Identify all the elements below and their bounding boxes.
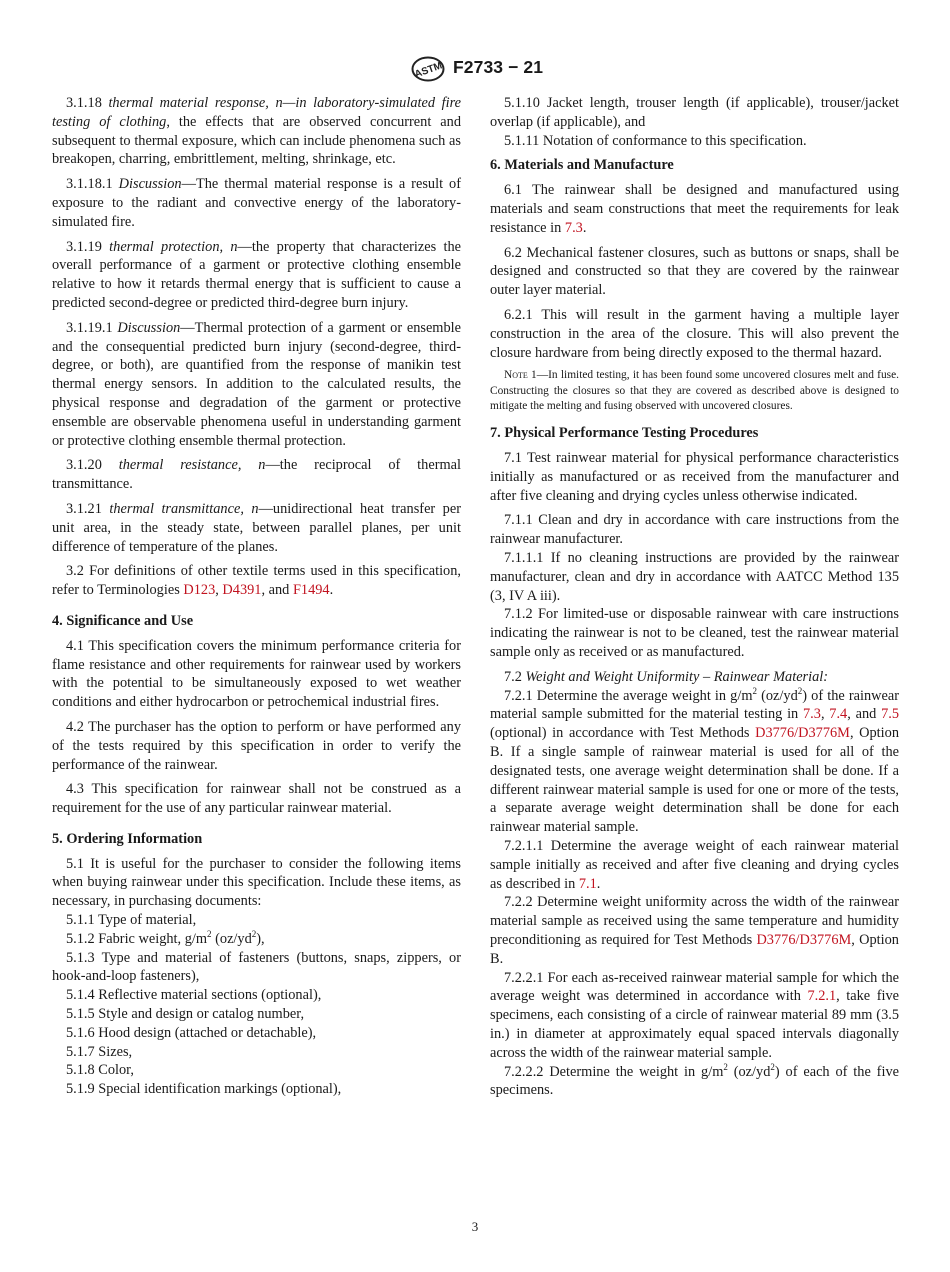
ref-link-7-4[interactable]: 7.4 xyxy=(829,706,848,723)
right-column xyxy=(490,94,899,1100)
section-4-3: 4.3 This specification for rainwear shall not be construed as a requirement for the use of any particular rainwear material. xyxy=(52,781,461,817)
section-3-1-19-1: 3.1.19.1 Discussion—Thermal protection of a garment or ensemble and the consequential predicted burn injury (second-degree, third-degree, or both), are quantified from the response of manikin test thermal energy sensors. In addition to the calculated results, the physical response and degradation of the garment or protective ensemble are observable phenomena useful in understanding garment or protective clothing ensemble thermal protection. xyxy=(52,319,461,449)
section-6-2-1: 6.2.1 This will result in the garment having a multiple layer construction in the area of the closure. This will also prevent the closure hardware from being directly exposed to the thermal hazard. xyxy=(490,306,899,361)
astm-logo-icon xyxy=(411,56,445,82)
list-item-5-1-6: 5.1.6 Hood design (attached or detachable), xyxy=(66,1024,317,1041)
section-7-1-1-1: 7.1.1.1 If no cleaning instructions are provided by the rainwear manufacturer, clean and dry in accordance with AATCC Method 135 (3, IV A iii). xyxy=(490,550,899,604)
ref-link-d3776[interactable]: D3776/D3776M xyxy=(755,725,850,742)
page-header xyxy=(0,56,950,84)
left-column xyxy=(52,94,461,1099)
list-item-5-1-11: 5.1.11 Notation of conformance to this specification. xyxy=(504,132,807,149)
section-3-1-18-1: 3.1.18.1 Discussion—The thermal material response is a result of exposure to the radiant and convective energy of the laboratory-simulated fire. xyxy=(52,176,462,230)
section-7-1: 7.1 Test rainwear material for physical performance characteristics initially as manufactured or as received from the manufacturer and after five cleaning and drying cycles unless otherwise indicated. xyxy=(490,450,899,504)
section-7-2-1: 7.2.1 Determine the average weight in $g/m^2$ $(oz/yd^2)$ of the rainwear material sample submitted for the material testing in 7.3, 7.4, and 7.5 (optional) in accordance with Test Methods D3776/D3776M, Option B. If a single sample of rainwear material is used for all of the designated tests, one average weight determination shall be done. If a different rainwear material sample is used for one or more of the tests, a separate average weight determination shall be done for each rainwear material sample. xyxy=(490,685,900,836)
section-3-1-18: 3.1.18 thermal material response, n—in laboratory-simulated fire testing of clothing, the effects that are observed concurrent and subsequent to thermal exposure, which can include phenomena such as breakopen, charring, embrittlement, melting, shrinkage, etc. xyxy=(52,95,461,168)
section-6-1: 6.1 The rainwear shall be designed and manufactured using materials and seam constructions that meet the requirements for leak resistance in 7.3. xyxy=(490,182,899,236)
list-item-5-1-5: 5.1.5 Style and design or catalog number, xyxy=(66,1006,305,1023)
section-7-2: 7.2 Weight and Weight Uniformity – Rainwear Material: xyxy=(504,668,829,685)
ref-link-7-3[interactable]: 7.3 xyxy=(803,706,821,723)
list-item-5-1-7: 5.1.7 Sizes, xyxy=(66,1043,133,1060)
heading-section-4: 4. Significance and Use xyxy=(52,612,194,629)
note-1: Note 1—In limited testing, it has been found some uncovered closures melt and fuse. Constructing the closures so that they are covered as described above is designed to mitigate the melting and fusing observed with uncovered closures. xyxy=(490,369,899,412)
svg-text:ASTM: ASTM xyxy=(413,60,444,81)
section-7-1-1: 7.1.1 Clean and dry in accordance with care instructions from the rainwear manufacturer. xyxy=(490,512,899,548)
list-item-5-1-9: 5.1.9 Special identification markings (optional), xyxy=(66,1081,342,1098)
ref-link-d123[interactable]: D123 xyxy=(183,582,216,599)
section-5-1: 5.1 It is useful for the purchaser to consider the following items when buying rainwear under this specification. Include these items, as necessary, in purchasing documents: xyxy=(52,855,461,910)
heading-section-5: 5. Ordering Information xyxy=(52,830,203,847)
section-3-1-19: 3.1.19 thermal protection, n—the property that characterizes the overall performance of a garment or protective clothing ensemble relative to how it retards thermal energy that is sufficient to cause a predicted second-degree or predicted third-degree burn injury. xyxy=(52,238,461,311)
section-7-1-2: 7.1.2 For limited-use or disposable rainwear with care instructions indicating the rainwear is not to be cleaned, test the rainwear material sample only as received or as manufactured. xyxy=(490,606,899,661)
section-7-2-2: 7.2.2 Determine weight uniformity across the width of the rainwear material sample as received using the same temperature and humidity preconditioning as required for Test Methods D3776/D3776M, Option B. xyxy=(490,894,899,967)
list-item-5-1-1: 5.1.1 Type of material, xyxy=(66,912,197,929)
ref-link-f1494[interactable]: F1494 xyxy=(292,582,330,599)
section-3-2: 3.2 For definitions of other textile terms used in this specification, refer to Terminologies D123, D4391, and F1494. xyxy=(52,563,461,599)
page-number: 3 xyxy=(471,1219,479,1234)
list-item-5-1-3: 5.1.3 Type and material of fasteners (buttons, snaps, zippers, or hook-and-loop fasteners), xyxy=(52,949,461,985)
ref-link-7-3[interactable]: 7.3 xyxy=(564,219,583,236)
ref-link-7-1[interactable]: 7.1 xyxy=(578,875,597,892)
heading-section-7: 7. Physical Performance Testing Procedures xyxy=(490,425,759,442)
list-item-5-1-4: 5.1.4 Reflective material sections (optional), xyxy=(66,987,322,1004)
document-number: F2733 − 21 xyxy=(453,57,544,77)
list-item-5-1-8: 5.1.8 Color, xyxy=(66,1062,134,1079)
heading-section-6: 6. Materials and Manufacture xyxy=(490,157,674,174)
section-7-2-2-1: 7.2.2.1 For each as-received rainwear material sample for which the average weight was determined in accordance with 7.2.1, take five specimens, each consisting of a circle of rainwear material 89 mm (3.5 in.) in diameter at approximately equal spaced intervals diagonally across the width of the rainwear material sample. xyxy=(490,969,899,1061)
section-3-1-20: 3.1.20 thermal resistance, n—the reciprocal of thermal transmittance. xyxy=(52,457,461,493)
ref-link-7-5[interactable]: 7.5 xyxy=(881,706,900,723)
ref-link-7-2-1[interactable]: 7.2.1 xyxy=(807,988,837,1005)
section-4-2: 4.2 The purchaser has the option to perform or have performed any of the tests required by this specification in order to verify the performance of the rainwear. xyxy=(52,718,461,773)
section-6-2: 6.2 Mechanical fastener closures, such as buttons or snaps, shall be designed and constructed so that they are covered by the rainwear outer layer material. xyxy=(490,244,899,299)
section-3-1-21: 3.1.21 thermal transmittance, n—unidirectional heat transfer per unit area, in the steady state, between parallel planes, per unit difference of temperature of the planes. xyxy=(52,500,461,555)
section-4-1: 4.1 This specification covers the minimum performance criteria for flame resistance and other requirements for rainwear used by workers with the potential to be simultaneously exposed to wet weather conditions and either hydrocarbon or petrochemical industrial fires. xyxy=(52,637,461,711)
ref-link-d3776[interactable]: D3776/D3776M xyxy=(756,931,852,948)
section-7-2-1-1: 7.2.1.1 Determine the average weight of each rainwear material sample initially as received and after five cleaning and drying cycles as described in 7.1. xyxy=(490,837,899,892)
list-item-5-1-2: 5.1.2 Fabric weight, $g/m^2$ $(oz/yd^2)$, xyxy=(66,928,265,947)
list-item-5-1-10: 5.1.10 Jacket length, trouser length (if applicable), trouser/jacket overlap (if applicable), and xyxy=(490,95,899,130)
ref-link-d4391[interactable]: D4391 xyxy=(222,582,262,599)
section-7-2-2-2: 7.2.2.2 Determine the weight in $g/m^2$ $(oz/yd^2)$ of each of the five specimens. xyxy=(490,1061,899,1099)
